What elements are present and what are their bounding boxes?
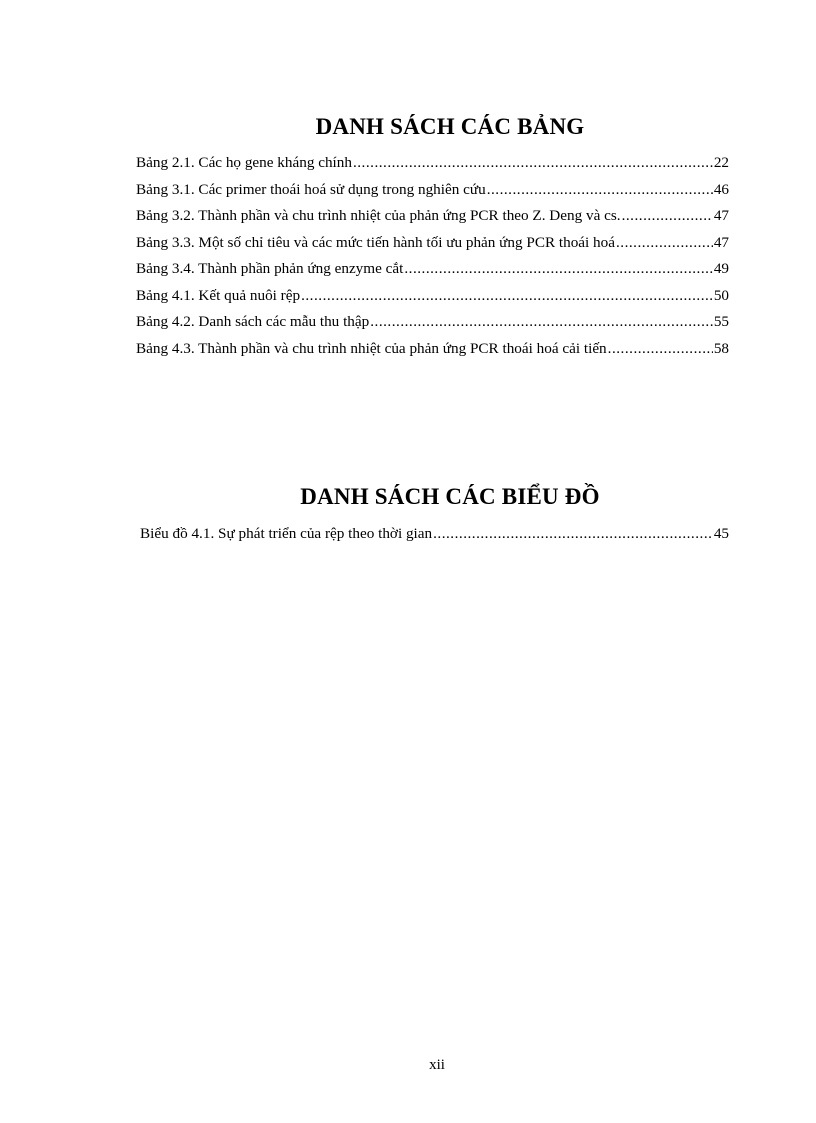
dot-leader xyxy=(616,234,713,252)
toc-entry-label: Bảng 2.1. Các họ gene kháng chính xyxy=(136,154,352,171)
toc-entry-label: Bảng 4.3. Thành phần và chu trình nhiệt của phản ứng PCR thoái hoá cải tiến xyxy=(136,339,607,357)
toc-entry-chart-4-1[interactable] xyxy=(140,525,729,552)
toc-entry-label: Bảng 3.4. Thành phần phản ứng enzyme cắt xyxy=(136,260,404,277)
charts-list-title: DANH SÁCH CÁC BIỂU ĐỒ xyxy=(300,484,600,509)
dot-leader xyxy=(622,207,713,225)
toc-entry-page: 47 xyxy=(713,233,729,251)
dot-leader xyxy=(433,525,713,543)
toc-entry-page: 45 xyxy=(713,525,729,542)
dot-leader xyxy=(353,154,713,172)
toc-entry-label: Bảng 3.2. Thành phần và chu trình nhiệt của phản ứng PCR theo Z. Deng và cs. xyxy=(136,207,621,224)
tables-list xyxy=(136,154,729,366)
toc-entry-table-4-2[interactable] xyxy=(136,313,729,340)
toc-entry-page: 49 xyxy=(713,260,729,277)
tables-list-title: DANH SÁCH CÁC BẢNG xyxy=(315,114,585,139)
toc-entry-table-3-2[interactable] xyxy=(136,207,729,234)
toc-entry-page: 47 xyxy=(713,207,729,224)
dot-leader xyxy=(370,313,713,331)
toc-entry-label: Bảng 4.2. Danh sách các mẫu thu thập xyxy=(136,313,370,330)
toc-entry-page: 55 xyxy=(713,313,729,330)
toc-entry-table-4-3[interactable] xyxy=(136,340,729,367)
toc-entry-label: Bảng 3.1. Các primer thoái hoá sử dụng trong nghiên cứu xyxy=(136,180,486,198)
toc-entry-table-3-4[interactable] xyxy=(136,260,729,287)
toc-entry-label: Bảng 3.3. Một số chỉ tiêu và các mức tiến hành tối ưu phản ứng PCR thoái hoá xyxy=(136,233,615,251)
dot-leader xyxy=(301,287,713,305)
toc-entry-page: 46 xyxy=(713,180,729,198)
toc-entry-table-4-1[interactable] xyxy=(136,287,729,314)
dot-leader xyxy=(404,260,712,278)
toc-entry-page: 22 xyxy=(713,154,729,171)
toc-entry-page: 58 xyxy=(713,339,729,357)
charts-list xyxy=(140,525,729,552)
toc-entry-table-3-1[interactable] xyxy=(136,181,729,208)
toc-entry-page: 50 xyxy=(713,286,729,304)
page-number: xii xyxy=(429,1057,445,1073)
toc-entry-table-2-1[interactable] xyxy=(136,154,729,181)
dot-leader xyxy=(608,340,713,358)
toc-entry-label: Bảng 4.1. Kết quả nuôi rệp xyxy=(136,286,301,304)
toc-entry-table-3-3[interactable] xyxy=(136,234,729,261)
dot-leader xyxy=(487,181,713,199)
toc-entry-label: Biểu đồ 4.1. Sự phát triển của rệp theo thời gian xyxy=(140,525,433,542)
